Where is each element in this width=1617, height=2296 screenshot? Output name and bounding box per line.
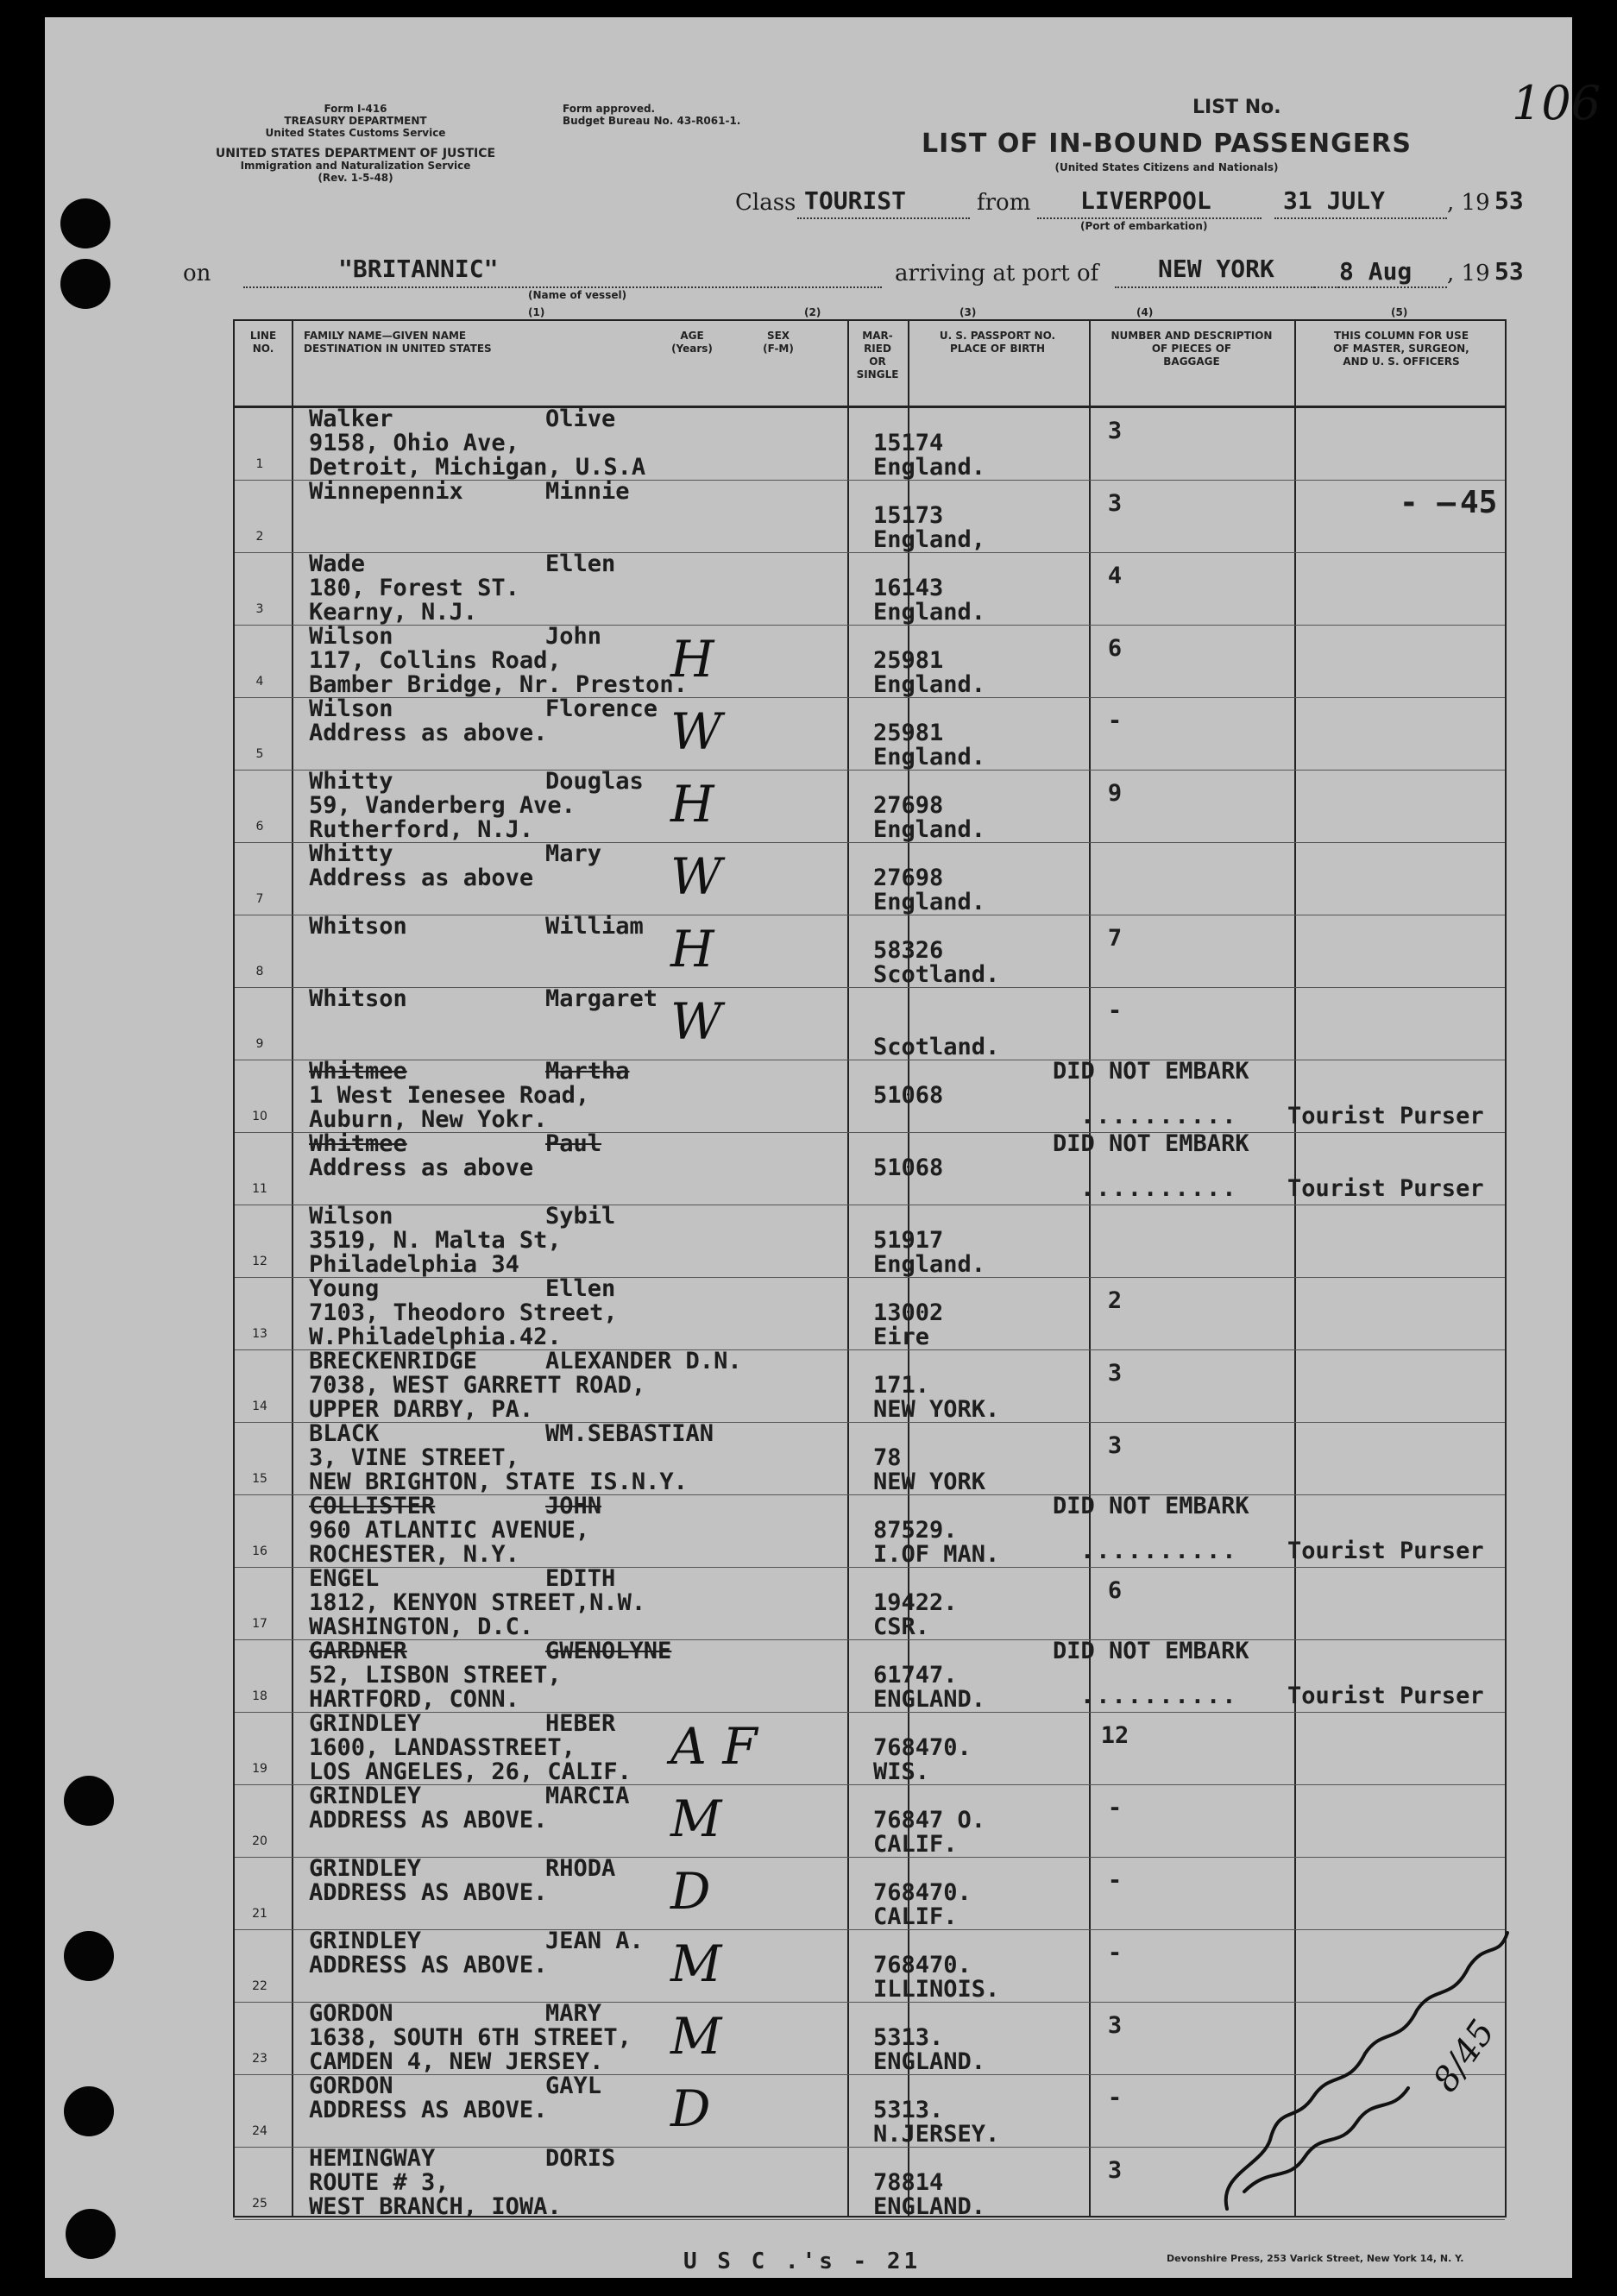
signature-note: 8/45 <box>1425 2013 1503 2099</box>
colnum-4: (4) <box>1136 306 1154 318</box>
colnum-5: (5) <box>1391 306 1408 318</box>
passport-number: 58326 <box>873 937 944 964</box>
place-of-birth: England. <box>873 889 986 915</box>
address-line-1: 117, Collins Road, <box>309 647 562 674</box>
line-number: 5 <box>255 747 264 761</box>
table-row <box>235 915 1505 988</box>
place-of-birth: England. <box>873 816 986 843</box>
baggage-count: 3 <box>1107 2157 1123 2184</box>
header-sex: SEX (F-M) <box>763 330 794 355</box>
header-officers: THIS COLUMN FOR USE OF MASTER, SURGEON, AND U. S. OFFICERS <box>1333 330 1469 368</box>
family-name: GRINDLEY <box>309 1855 422 1882</box>
handwritten-mark: H <box>670 775 714 833</box>
budget-label: Budget Bureau No. 43-R061-1. <box>563 114 741 127</box>
line-number: 6 <box>255 820 264 833</box>
baggage-count: 3 <box>1107 418 1123 444</box>
address-line-1: 1 West Ienesee Road, <box>309 1082 590 1109</box>
embark-year-prefix: , 19 <box>1447 190 1490 216</box>
class-value: TOURIST <box>804 186 907 215</box>
passport-number: 87529. <box>873 1517 958 1544</box>
colnum-3: (3) <box>960 306 977 318</box>
family-name: Whitty <box>309 840 393 867</box>
line-number: 23 <box>252 2052 267 2066</box>
address-line-2: Rutherford, N.J. <box>309 816 534 843</box>
passport-number: 171. <box>873 1372 930 1399</box>
given-name: Florence <box>545 695 658 722</box>
given-name: Paul <box>545 1130 602 1157</box>
table-row <box>235 1277 1505 1350</box>
family-name: Wilson <box>309 695 393 722</box>
baggage-count: - <box>1107 1940 1123 1966</box>
address-line-2: ADDRESS AS ABOVE. <box>309 1952 548 1978</box>
table-row <box>235 1422 1505 1495</box>
address-line-2: NEW BRIGHTON, STATE IS.N.Y. <box>309 1469 688 1495</box>
place-of-birth: England, <box>873 526 986 553</box>
family-name: Young <box>309 1275 380 1302</box>
header-married: MAR- RIED OR SINGLE <box>856 330 899 381</box>
family-name: GORDON <box>309 2000 393 2027</box>
passport-number: 5313. <box>873 2097 944 2123</box>
place-of-birth: NEW YORK <box>873 1469 986 1495</box>
given-name: DORIS <box>545 2145 616 2172</box>
arrival-year: 53 <box>1494 257 1524 286</box>
address-line-1: 59, Vanderberg Ave. <box>309 792 576 819</box>
did-not-embark-note: DID NOT EMBARK <box>1053 1058 1249 1085</box>
baggage-count: 3 <box>1107 490 1123 517</box>
address-line-1: 180, Forest ST. <box>309 575 519 601</box>
customs-label: United States Customs Service <box>265 126 446 139</box>
place-of-birth: England. <box>873 454 986 481</box>
passport-number: 78814 <box>873 2169 944 2196</box>
place-of-birth: England. <box>873 744 986 771</box>
address-line-2: WASHINGTON, D.C. <box>309 1613 534 1640</box>
baggage-count: 6 <box>1107 1577 1123 1604</box>
given-name: Douglas <box>545 768 644 795</box>
embark-year: 53 <box>1494 186 1524 215</box>
form-header-left <box>226 104 485 139</box>
address-line-1: 1600, LANDASSTREET, <box>309 1734 576 1761</box>
family-name: GRINDLEY <box>309 1710 422 1737</box>
officer-note-prefix: - — <box>1400 485 1457 520</box>
baggage-count: 3 <box>1107 1432 1123 1459</box>
list-no-label: LIST No. <box>1192 97 1281 118</box>
table-row <box>235 625 1505 698</box>
place-of-birth: WIS. <box>873 1758 930 1785</box>
footer-printer: Devonshire Press, 253 Varick Street, New York 14, N. Y. <box>1167 2253 1464 2264</box>
purser-note: Tourist Purser <box>1287 1103 1484 1129</box>
manifest-sheet <box>45 17 1601 2278</box>
given-name: William <box>545 913 644 940</box>
address-line-1: 9158, Ohio Ave, <box>309 430 519 456</box>
table-row <box>235 1132 1505 1205</box>
punch-hole <box>66 2209 116 2259</box>
line-number: 8 <box>255 965 264 978</box>
passport-number: 768470. <box>873 1879 972 1906</box>
approved-label: Form approved. <box>563 103 656 115</box>
given-name: Martha <box>545 1058 630 1085</box>
header-baggage: NUMBER AND DESCRIPTION OF PIECES OF BAGGAGE <box>1111 330 1273 368</box>
line-number: 21 <box>252 1907 267 1921</box>
address-line-2: Bamber Bridge, Nr. Preston. <box>309 671 688 698</box>
address-line-2: LOS ANGELES, 26, CALIF. <box>309 1758 632 1785</box>
purser-note: Tourist Purser <box>1287 1538 1484 1564</box>
line-number: 17 <box>252 1617 267 1631</box>
address-line-1: ROUTE # 3, <box>309 2169 450 2196</box>
family-name: GORDON <box>309 2073 393 2099</box>
line-number: 9 <box>255 1037 264 1051</box>
treasury-label: TREASURY DEPARTMENT <box>284 114 427 127</box>
address-line-1: 7038, WEST GARRETT ROAD, <box>309 1372 646 1399</box>
given-name: Sybil <box>545 1203 616 1230</box>
colnum-2: (2) <box>804 306 821 318</box>
passport-number: 25981 <box>873 720 944 746</box>
address-line-2: Kearny, N.J. <box>309 599 478 626</box>
baggage-count: 2 <box>1107 1287 1123 1314</box>
passport-number: 768470. <box>873 1952 972 1978</box>
handwritten-mark: D <box>670 2079 711 2138</box>
passport-number: 61747. <box>873 1662 958 1689</box>
line-number: 24 <box>252 2124 267 2138</box>
line-number: 11 <box>252 1182 267 1196</box>
address-line-1: 52, LISBON STREET, <box>309 1662 562 1689</box>
address-line-1: Address as above <box>309 1154 534 1181</box>
family-name: Wilson <box>309 623 393 650</box>
passport-number: 78 <box>873 1444 902 1471</box>
line-number: 3 <box>255 602 264 616</box>
did-not-embark-note: DID NOT EMBARK <box>1053 1130 1249 1157</box>
given-name: Mary <box>545 840 602 867</box>
purser-note: Tourist Purser <box>1287 1683 1484 1709</box>
address-line-2: Detroit, Michigan, U.S.A <box>309 454 646 481</box>
line-number: 7 <box>255 892 264 906</box>
embark-date: 31 JULY <box>1283 186 1386 215</box>
line-number: 4 <box>255 675 264 689</box>
purser-dots: .......... <box>1080 1103 1238 1129</box>
table-row <box>235 1205 1505 1278</box>
list-title: LIST OF IN-BOUND PASSENGERS <box>922 129 1412 159</box>
purser-note: Tourist Purser <box>1287 1175 1484 1202</box>
baggage-count: - <box>1107 708 1123 734</box>
line-number: 18 <box>252 1689 267 1703</box>
passport-number: 25981 <box>873 647 944 674</box>
line-number: 19 <box>252 1762 267 1776</box>
embark-port: LIVERPOOL <box>1080 186 1211 215</box>
family-name: Walker <box>309 406 393 432</box>
handwritten-mark: W <box>670 992 722 1051</box>
passport-number: 76847 O. <box>873 1807 986 1834</box>
handwritten-mark: M <box>670 1934 722 1993</box>
table-row <box>235 1349 1505 1423</box>
place-of-birth: England. <box>873 671 986 698</box>
purser-dots: .......... <box>1080 1175 1238 1202</box>
passport-number: 27698 <box>873 792 944 819</box>
header-age: AGE (Years) <box>671 330 713 355</box>
given-name: GAYL <box>545 2073 602 2099</box>
given-name: HEBER <box>545 1710 616 1737</box>
baggage-count: - <box>1107 2085 1123 2111</box>
given-name: JOHN <box>545 1493 602 1519</box>
family-name: BLACK <box>309 1420 380 1447</box>
family-name: HEMINGWAY <box>309 2145 436 2172</box>
place-of-birth: Eire <box>873 1324 930 1350</box>
address-line-2: UPPER DARBY, PA. <box>309 1396 534 1423</box>
list-subtitle: (United States Citizens and Nationals) <box>1054 161 1279 173</box>
purser-dots: .......... <box>1080 1683 1238 1709</box>
passport-number: 19422. <box>873 1589 958 1616</box>
given-name: ALEXANDER D.N. <box>545 1348 742 1374</box>
family-name: Whitmee <box>309 1058 407 1085</box>
family-name: Whitson <box>309 985 407 1012</box>
arrival-year-prefix: , 19 <box>1447 261 1490 286</box>
given-name: MARY <box>545 2000 602 2027</box>
place-of-birth: NEW YORK. <box>873 1396 1000 1423</box>
handwritten-mark: A F <box>670 1717 758 1776</box>
given-name: Ellen <box>545 550 616 577</box>
address-line-2: WEST BRANCH, IOWA. <box>309 2193 562 2220</box>
given-name: Olive <box>545 406 616 432</box>
table-row <box>235 987 1505 1060</box>
address-line-1: 3, VINE STREET, <box>309 1444 519 1471</box>
baggage-count: 12 <box>1100 1722 1129 1749</box>
given-name: MARCIA <box>545 1783 630 1809</box>
line-number: 14 <box>252 1400 267 1413</box>
handwritten-mark: D <box>670 1862 711 1921</box>
address-line-2: ROCHESTER, N.Y. <box>309 1541 519 1568</box>
place-of-birth: ENGLAND. <box>873 1686 986 1713</box>
place-of-birth: Scotland. <box>873 961 1000 988</box>
address-line-2: Philadelphia 34 <box>309 1251 519 1278</box>
passport-number: 13002 <box>873 1299 944 1326</box>
vessel-caption: (Name of vessel) <box>528 289 627 301</box>
arrival-port: NEW YORK <box>1158 255 1274 283</box>
punch-hole <box>60 259 110 309</box>
punch-hole <box>60 198 110 248</box>
passport-number: 51917 <box>873 1227 944 1254</box>
baggage-count: 9 <box>1107 780 1123 807</box>
given-name: JEAN A. <box>545 1928 644 1954</box>
punch-hole <box>64 1931 114 1981</box>
colnum-1: (1) <box>528 306 545 318</box>
address-line-2: ADDRESS AS ABOVE. <box>309 1807 548 1834</box>
given-name: WM.SEBASTIAN <box>545 1420 714 1447</box>
line-number: 1 <box>255 457 264 471</box>
family-name: Whitty <box>309 768 393 795</box>
line-number: 13 <box>252 1327 267 1341</box>
place-of-birth: CALIF. <box>873 1831 958 1858</box>
address-line-2: HARTFORD, CONN. <box>309 1686 519 1713</box>
handwritten-mark: M <box>670 1790 722 1848</box>
address-line-2: ADDRESS AS ABOVE. <box>309 2097 548 2123</box>
family-name: Wade <box>309 550 366 577</box>
handwritten-mark: H <box>670 630 714 689</box>
table-row <box>235 1494 1505 1568</box>
justice-label: UNITED STATES DEPARTMENT OF JUSTICE <box>215 147 496 160</box>
passport-number: 5313. <box>873 2024 944 2051</box>
vessel-name: "BRITANNIC" <box>338 255 499 283</box>
arriving-label: arriving at port of <box>895 261 1099 286</box>
purser-dots: .......... <box>1080 1538 1238 1564</box>
footer-usc: U S C .'s - 21 <box>683 2249 922 2274</box>
passport-number: 768470. <box>873 1734 972 1761</box>
passport-number: 51068 <box>873 1154 944 1181</box>
table-row <box>235 1639 1505 1713</box>
passport-number: 15173 <box>873 502 944 529</box>
arrival-date: 8 Aug <box>1339 257 1413 286</box>
address-line-1: 7103, Theodoro Street, <box>309 1299 618 1326</box>
form-number: Form I-416 <box>324 103 387 115</box>
handwritten-mark: W <box>670 847 722 906</box>
address-line-2: ADDRESS AS ABOVE. <box>309 1879 548 1906</box>
table-row <box>235 407 1505 481</box>
line-number: 25 <box>252 2197 267 2211</box>
passport-number: 15174 <box>873 430 944 456</box>
baggage-count: 7 <box>1107 925 1123 952</box>
given-name: Ellen <box>545 1275 616 1302</box>
family-name: COLLISTER <box>309 1493 436 1519</box>
table-row <box>235 697 1505 771</box>
header-line-no: LINE NO. <box>249 330 277 355</box>
family-name: Winnepennix <box>309 478 463 505</box>
address-line-1: Address as above. <box>309 720 548 746</box>
table-row <box>235 1712 1505 1785</box>
baggage-count: - <box>1107 1795 1123 1821</box>
from-label: from <box>977 190 1031 216</box>
header-name: FAMILY NAME—GIVEN NAME DESTINATION IN UNITED STATES <box>304 330 492 355</box>
line-number: 10 <box>252 1110 267 1123</box>
class-label: Class <box>735 190 796 216</box>
address-line-2: CAMDEN 4, NEW JERSEY. <box>309 2048 604 2075</box>
officer-note: 45 <box>1460 485 1498 520</box>
line-number: 15 <box>252 1472 267 1486</box>
did-not-embark-note: DID NOT EMBARK <box>1053 1493 1249 1519</box>
baggage-count: 3 <box>1107 1360 1123 1387</box>
passport-number: 51068 <box>873 1082 944 1109</box>
address-line-1: 960 ATLANTIC AVENUE, <box>309 1517 590 1544</box>
given-name: John <box>545 623 602 650</box>
column-headers <box>235 321 1505 408</box>
address-line-1: 1638, SOUTH 6TH STREET, <box>309 2024 632 2051</box>
address-line-1: Address as above <box>309 865 534 891</box>
line-number: 12 <box>252 1255 267 1268</box>
table-row <box>235 1060 1505 1133</box>
address-line-2: W.Philadelphia.42. <box>309 1324 562 1350</box>
family-name: ENGEL <box>309 1565 380 1592</box>
ins-label: Immigration and Naturalization Service <box>240 160 471 173</box>
baggage-count: 4 <box>1107 563 1123 589</box>
punch-hole <box>64 2086 114 2136</box>
baggage-count: - <box>1107 997 1123 1024</box>
place-of-birth: N.JERSEY. <box>873 2121 1000 2148</box>
given-name: RHODA <box>545 1855 616 1882</box>
given-name: GWENOLYNE <box>545 1638 672 1664</box>
table-row <box>235 842 1505 915</box>
place-of-birth: England. <box>873 1251 986 1278</box>
table-row <box>235 552 1505 626</box>
baggage-count: 6 <box>1107 635 1123 662</box>
place-of-birth: I.OF MAN. <box>873 1541 1000 1568</box>
family-name: BRECKENRIDGE <box>309 1348 478 1374</box>
line-number: 16 <box>252 1544 267 1558</box>
passport-number: 27698 <box>873 865 944 891</box>
place-of-birth: Scotland. <box>873 1034 1000 1060</box>
on-label: on <box>183 261 211 286</box>
family-name: Wilson <box>309 1203 393 1230</box>
table-row <box>235 480 1505 553</box>
address-line-2: Auburn, New Yokr. <box>309 1106 548 1133</box>
page-number: 106 <box>1512 76 1601 130</box>
passport-number: 16143 <box>873 575 944 601</box>
family-name: Whitson <box>309 913 407 940</box>
baggage-count: 3 <box>1107 2012 1123 2039</box>
family-name: GRINDLEY <box>309 1783 422 1809</box>
table-row <box>235 770 1505 843</box>
handwritten-mark: W <box>670 702 722 761</box>
place-of-birth: ENGLAND. <box>873 2048 986 2075</box>
line-number: 20 <box>252 1834 267 1848</box>
did-not-embark-note: DID NOT EMBARK <box>1053 1638 1249 1664</box>
family-name: GRINDLEY <box>309 1928 422 1954</box>
place-of-birth: England. <box>873 599 986 626</box>
handwritten-mark: H <box>670 920 714 978</box>
place-of-birth: ILLINOIS. <box>873 1976 1000 2003</box>
officer-signature <box>1192 1881 1555 2243</box>
baggage-count: - <box>1107 1867 1123 1894</box>
revision-label: (Rev. 1-5-48) <box>318 171 393 184</box>
place-of-birth: CSR. <box>873 1613 930 1640</box>
place-of-birth: CALIF. <box>873 1903 958 1930</box>
given-name: Margaret <box>545 985 658 1012</box>
table-row <box>235 1567 1505 1640</box>
punch-hole <box>64 1776 114 1826</box>
family-name: Whitmee <box>309 1130 407 1157</box>
given-name: EDITH <box>545 1565 616 1592</box>
line-number: 2 <box>255 530 264 544</box>
address-line-1: 3519, N. Malta St, <box>309 1227 562 1254</box>
form-approval <box>563 104 821 128</box>
handwritten-mark: M <box>670 2007 722 2066</box>
family-name: GARDNER <box>309 1638 407 1664</box>
header-passport: U. S. PASSPORT NO. PLACE OF BIRTH <box>939 330 1056 355</box>
given-name: Minnie <box>545 478 630 505</box>
embark-caption: (Port of embarkation) <box>1080 220 1208 232</box>
justice-header <box>174 147 537 185</box>
place-of-birth: ENGLAND. <box>873 2193 986 2220</box>
line-number: 22 <box>252 1979 267 1993</box>
address-line-1: 1812, KENYON STREET,N.W. <box>309 1589 646 1616</box>
table-row <box>235 1784 1505 1858</box>
